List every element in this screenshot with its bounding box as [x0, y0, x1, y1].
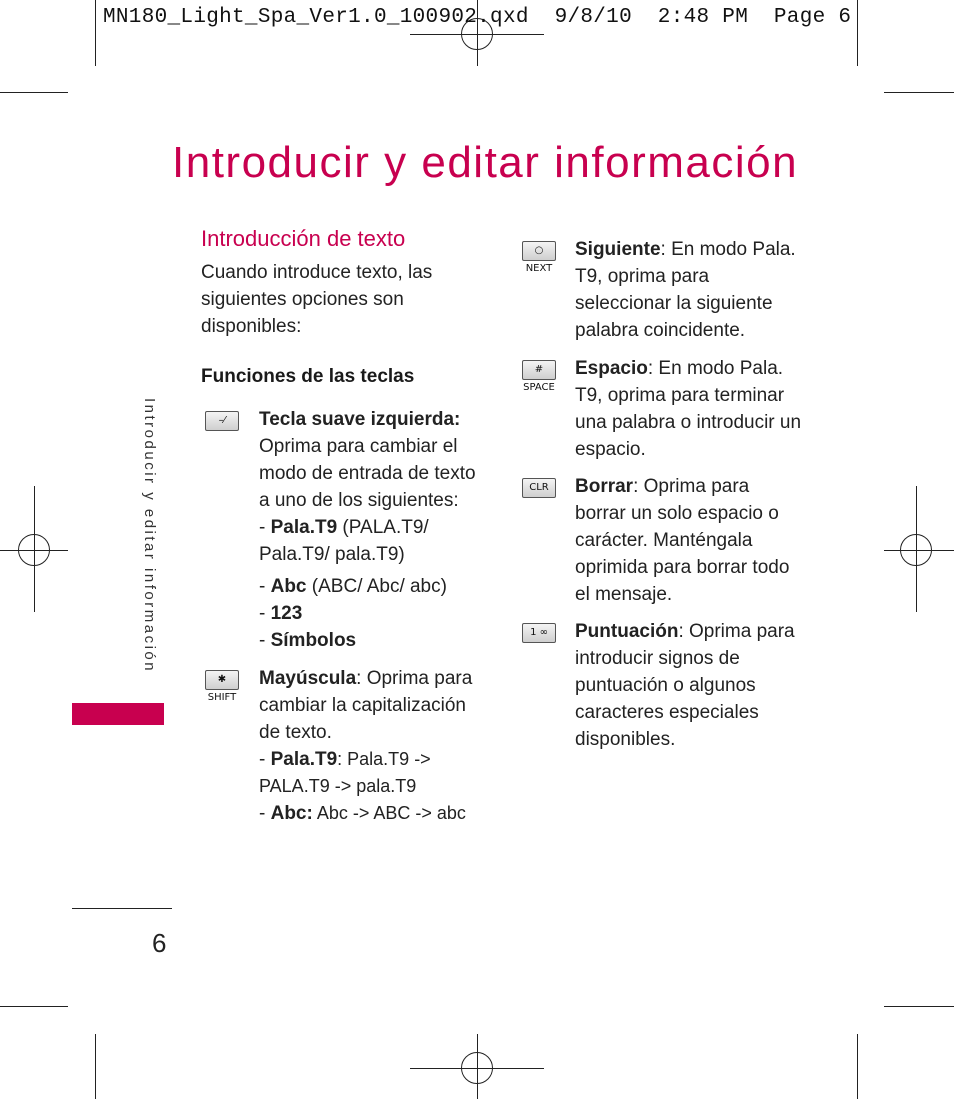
- next-entry: [575, 236, 805, 344]
- space-entry: [575, 355, 805, 463]
- functions-heading: Funciones de las teclas: [201, 366, 415, 387]
- soft-key-item: - 123: [259, 603, 303, 624]
- registration-cross-right-h: [884, 550, 954, 551]
- crop-mark-bottom-left-h: [0, 1006, 68, 1007]
- page-number: 6: [152, 928, 167, 958]
- clr-name: Borrar: [575, 476, 634, 497]
- shift-name: Mayúscula: [259, 668, 357, 689]
- punct-key-icon: 1 ∞: [522, 623, 556, 643]
- clr-desc: : Oprima para borrar un solo espacio o carácter. Manténgala oprimida para borrar todo el mensaje.: [575, 476, 790, 605]
- punct-desc: : Oprima para introducir signos de puntuación o algunos caracteres especiales disponibles.: [575, 621, 795, 750]
- crop-mark-top-right-h: [884, 92, 954, 93]
- soft-key-icon: –⁄: [205, 411, 239, 431]
- space-name: Espacio: [575, 358, 648, 379]
- next-name: Siguiente: [575, 239, 661, 260]
- registration-cross-left-v: [34, 486, 35, 612]
- file-slug: MN180_Light_Spa_Ver1.0_100902.qxd 9/8/10 2:48 PM Page 6: [103, 6, 852, 29]
- soft-key-item: - Símbolos: [259, 630, 357, 651]
- shift-item: - Abc: Abc -> ABC -> abc: [259, 803, 466, 824]
- punct-name: Puntuación: [575, 621, 679, 642]
- side-label: Introducir y editar información: [141, 398, 158, 674]
- soft-key-name: Tecla suave izquierda:: [259, 409, 461, 430]
- registration-cross-bottom-v: [477, 1034, 478, 1099]
- punct-entry: [575, 618, 805, 753]
- crop-mark-top-left-h: [0, 92, 68, 93]
- crop-mark-bottom-right-h: [884, 1006, 954, 1007]
- shift-desc: : Oprima para cambiar la capitalización de texto.: [259, 668, 473, 743]
- registration-cross-bottom-h: [410, 1068, 544, 1069]
- crop-mark-top-right-v: [857, 0, 858, 66]
- shift-entry: [259, 665, 489, 827]
- section-heading: Introducción de texto: [201, 226, 406, 251]
- footer-rule: [72, 908, 172, 909]
- space-key-icon: # SPACE: [522, 360, 556, 380]
- soft-key-item: - Pala.T9 (PALA.T9/ Pala.T9/ pala.T9): [259, 517, 429, 565]
- registration-cross-left-h: [0, 550, 68, 551]
- shift-item: - Pala.T9: Pala.T9 -> PALA.T9 -> pala.T9: [259, 749, 431, 796]
- crop-mark-top-left-v: [95, 0, 96, 66]
- side-tab-bar: [72, 703, 164, 725]
- next-key-icon: ○ NEXT: [522, 241, 556, 261]
- crop-mark-bottom-left-v: [95, 1034, 96, 1099]
- crop-mark-bottom-right-v: [857, 1034, 858, 1099]
- intro-paragraph: Cuando introduce texto, las siguientes opciones son disponibles:: [201, 262, 433, 337]
- shift-key-icon: ✱ SHIFT: [205, 670, 239, 690]
- page-title: Introducir y editar información: [172, 138, 799, 187]
- soft-key-entry: [259, 406, 489, 654]
- registration-cross-right-v: [916, 486, 917, 612]
- next-desc: : En modo Pala. T9, oprima para seleccionar la siguiente palabra coincidente.: [575, 239, 796, 341]
- soft-key-item: - Abc (ABC/ Abc/ abc): [259, 576, 447, 597]
- clr-entry: [575, 473, 805, 608]
- clr-key-icon: CLR: [522, 478, 556, 498]
- soft-key-desc: Oprima para cambiar el modo de entrada de texto a uno de los siguientes:: [259, 436, 476, 511]
- registration-cross-top-h: [410, 34, 544, 35]
- space-desc: : En modo Pala. T9, oprima para terminar una palabra o introducir un espacio.: [575, 358, 802, 460]
